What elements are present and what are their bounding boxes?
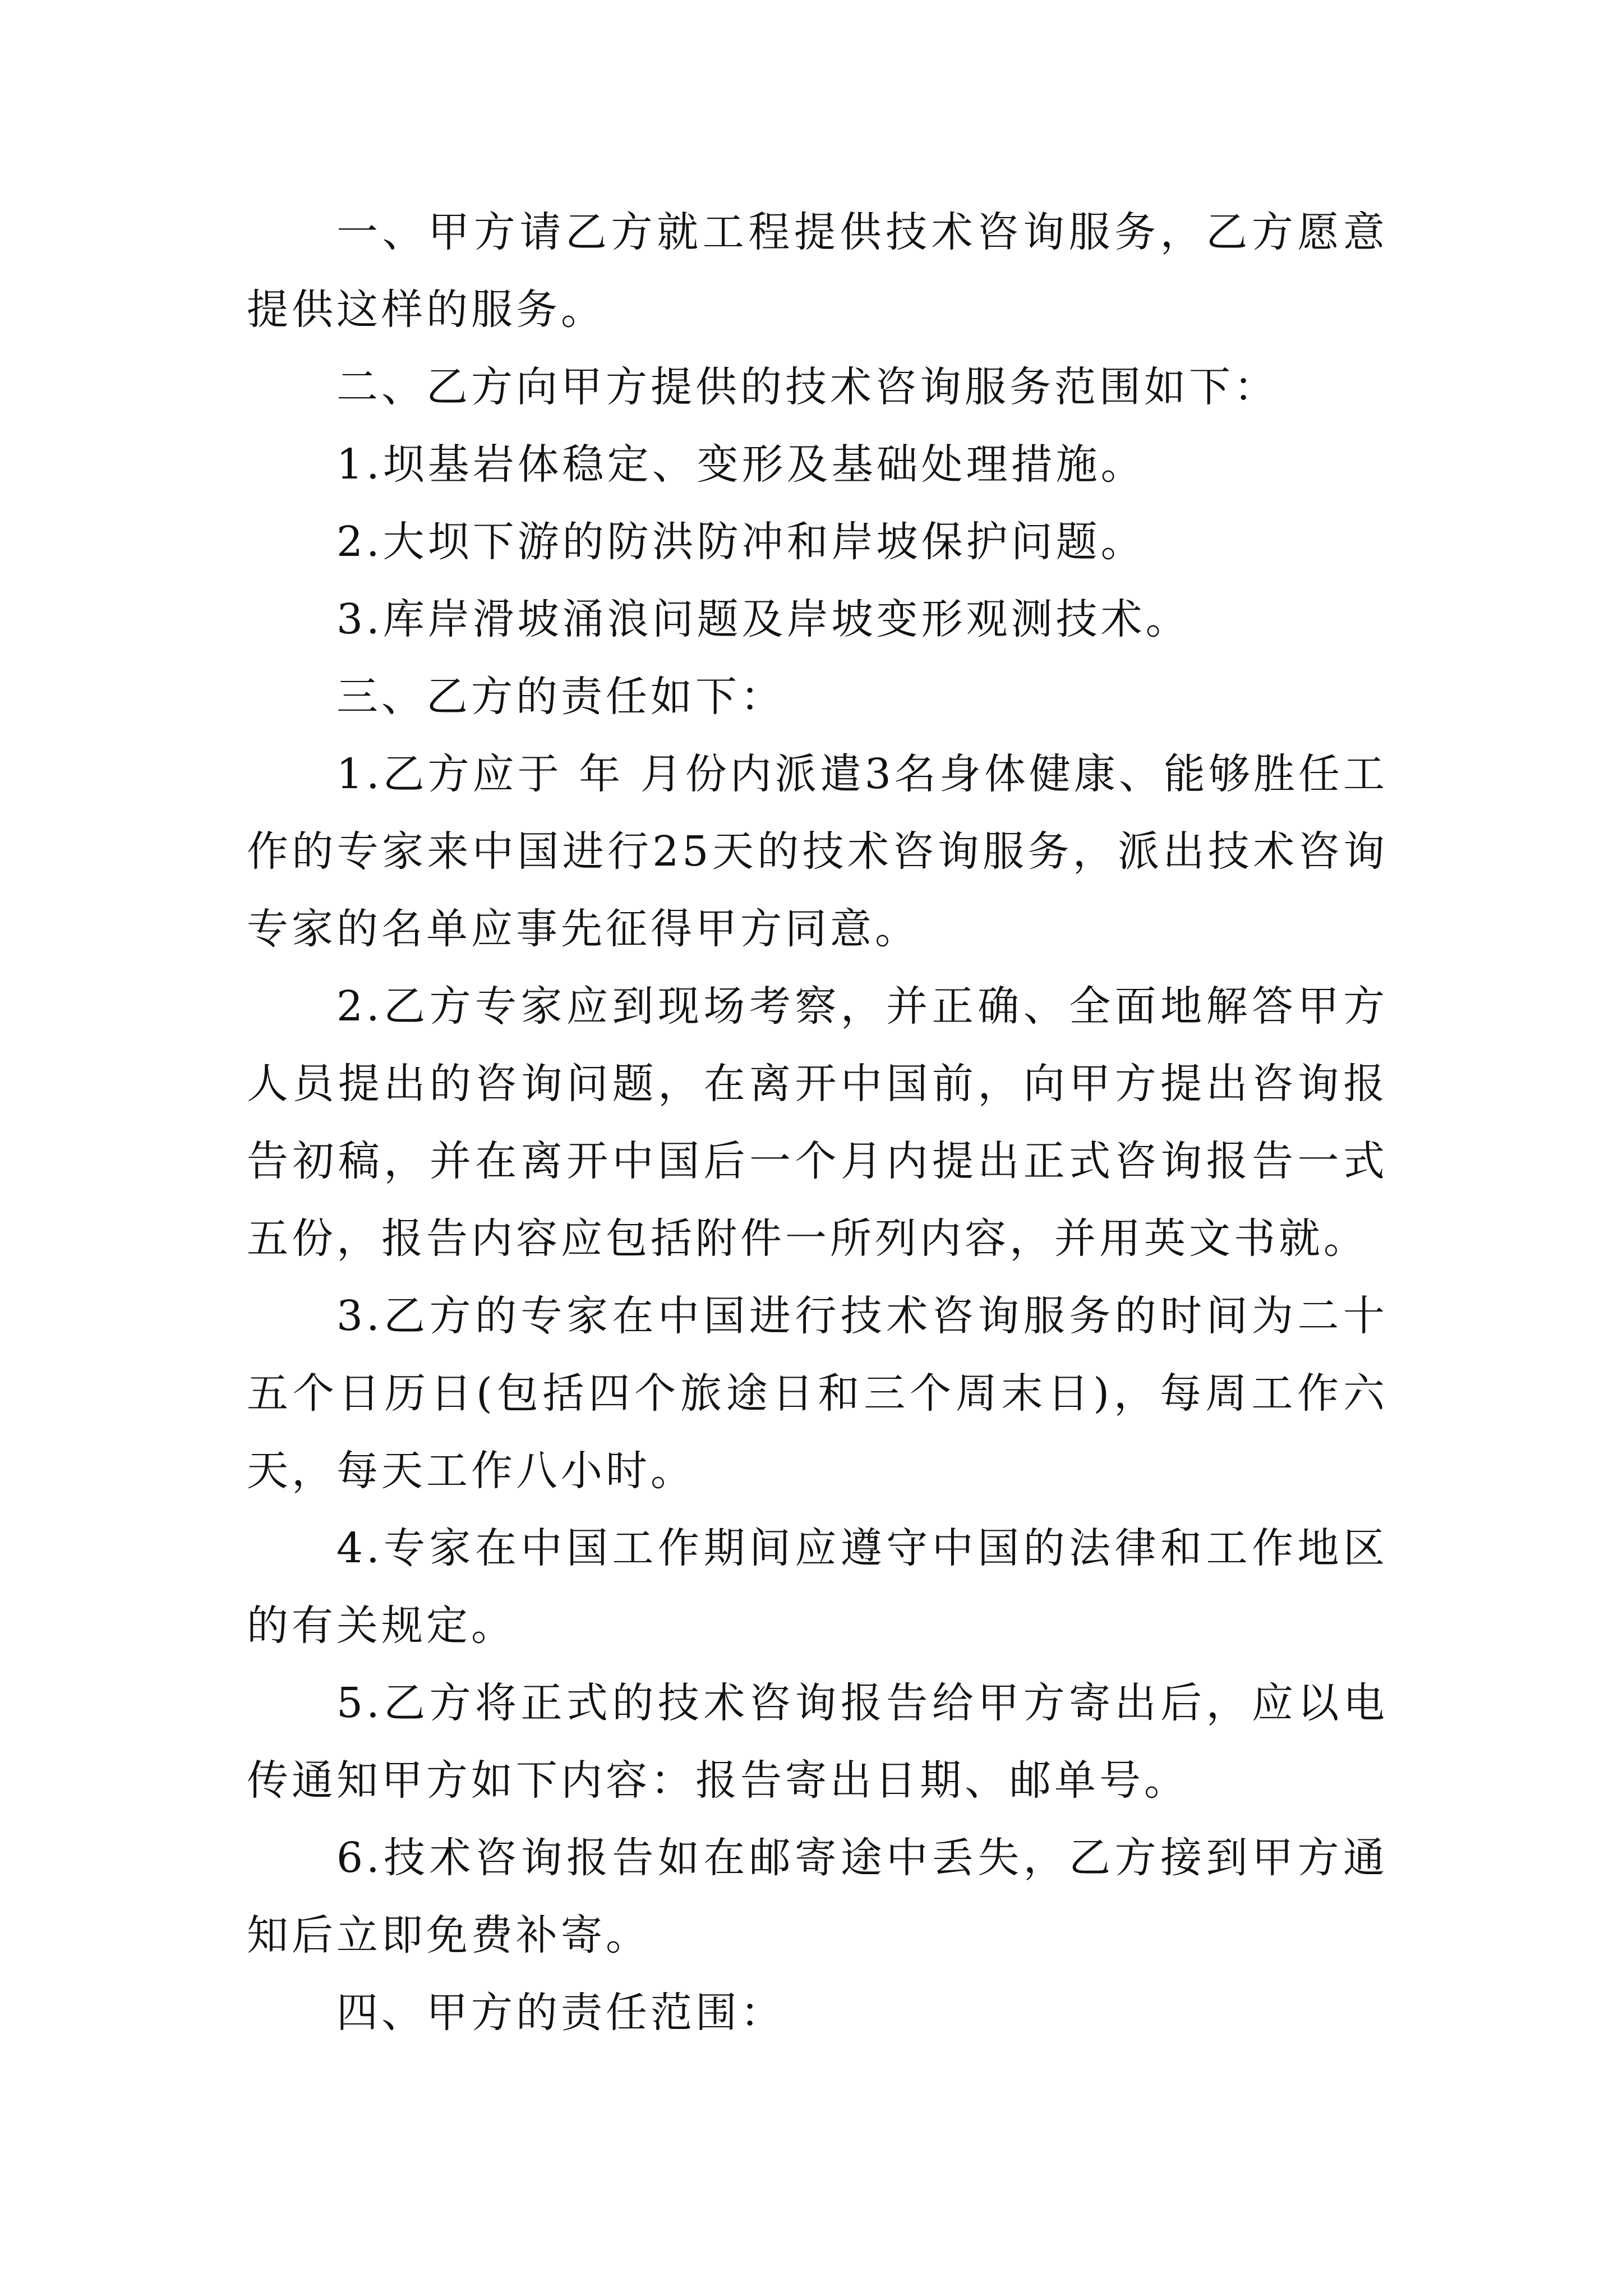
paragraph-item-2-3: 3.库岸滑坡涌浪问题及岸坡变形观测技术。 bbox=[336, 595, 1191, 643]
paragraph-item-3-4: 4.专家在中国工作期间应遵守中国的法律和工作地区的有关规定。 bbox=[247, 1524, 1388, 1650]
document-body bbox=[247, 194, 1388, 2051]
paragraph-item-2-1: 1.坝基岩体稳定、变形及基础处理措施。 bbox=[336, 440, 1146, 489]
paragraph-section-2-heading: 二、乙方向甲方提供的技术咨询服务范围如下： bbox=[336, 363, 1279, 411]
paragraph-item-2-2: 2.大坝下游的防洪防冲和岸坡保护问题。 bbox=[336, 518, 1146, 566]
paragraph-item-3-6: 6.技术咨询报告如在邮寄途中丢失，乙方接到甲方通知后立即免费补寄。 bbox=[247, 1834, 1388, 1959]
paragraph-item-3-2: 2.乙方专家应到现场考察，并正确、全面地解答甲方人员提出的咨询问题，在离开中国前，向甲方提出咨询报告初稿，并在离开中国后一个月内提出正式咨询报告一式五份，报告内容应包括附件一所列内容，并用英文书就。 bbox=[247, 982, 1388, 1263]
paragraph-section-1: 一、甲方请乙方就工程提供技术咨询服务，乙方愿意提供这样的服务。 bbox=[247, 208, 1388, 334]
paragraph-section-3-heading: 三、乙方的责任如下： bbox=[336, 673, 785, 721]
paragraph-item-3-5: 5.乙方将正式的技术咨询报告给甲方寄出后，应以电传通知甲方如下内容：报告寄出日期、邮单号。 bbox=[247, 1679, 1388, 1805]
paragraph-item-3-3: 3.乙方的专家在中国进行技术咨询服务的时间为二十五个日历日(包括四个旅途日和三个周末日)，每周工作六天，每天工作八小时。 bbox=[247, 1292, 1388, 1495]
paragraph-section-4-heading: 四、甲方的责任范围： bbox=[336, 1989, 785, 2037]
paragraph-item-3-1: 1.乙方应于 年 月份内派遣3名身体健康、能够胜任工作的专家来中国进行25天的技术咨询服务，派出技术咨询专家的名单应事先征得甲方同意。 bbox=[247, 750, 1388, 953]
